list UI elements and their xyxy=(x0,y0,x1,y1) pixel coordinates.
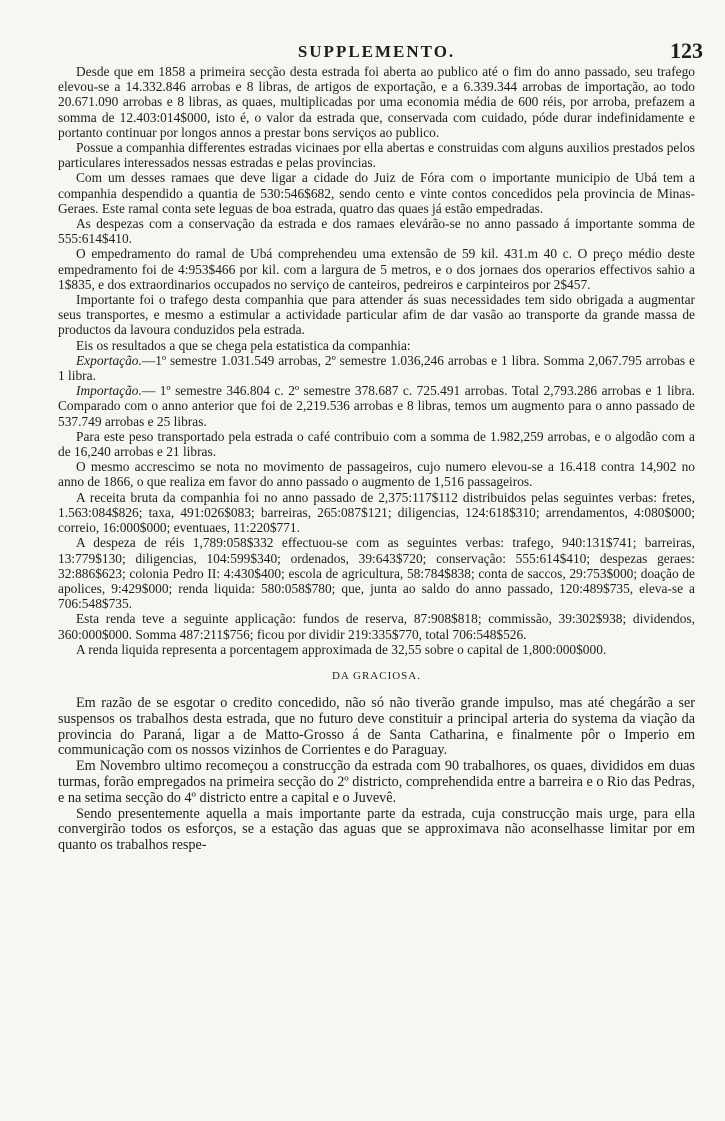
paragraph: Para este peso transportado pela estrada o café contribuio com a somma de 1.982,259 arrobas, e o algodão com a de 16,240 arrobas e 21 libras. xyxy=(58,428,695,460)
paragraph: A receita bruta da companhia foi no anno passado de 2,375:117$112 distribuidos pelas seguintes verbas: fretes, 1.563:084$826; taxa, 491:026$083; barreiras, 265:087$121; diligencias, 124:618$310; arrendamentos, 4:080$000; correio, 16:000$000; eventuaes, 11:220$771. xyxy=(58,489,695,536)
paragraph: A despeza de réis 1,789:058$332 effectuou-se com as seguintes verbas: trafego, 940:131$741; barreiras, 13:779$130; diligencias, 104:599$340; ordenados, 39:643$720; conservação: 555:614$410; despezas geraes: 32:886$623; colonia Pedro II: 4:430$400; escola de agricultura, 58:784$838; conta de saccos, 29:753$000; doação de apolices, 9:429$000; renda liquida: 580:058$780; que, junta ao saldo do anno passado, 120:489$735, eleva-se a 706:548$735. xyxy=(58,535,695,612)
importacao-text: — 1º semestre 346.804 c. 2º semestre 378.687 c. 725.491 arrobas. Total 2,793.286 arrobas e 1 libra. Comparado com o anno anterior que foi de 2,219.536 arrobas e 8 libras, temos um augmento para o anno passado de 537.749 arrobas e 25 libras. xyxy=(58,383,695,429)
exportacao-text: —1º semestre 1.031.549 arrobas, 2º semestre 1.036,246 arrobas e 1 libra. Somma 2,067.795 arrobas e 1 libra. xyxy=(58,352,695,384)
section-heading-graciosa: DA GRACIOSA. xyxy=(331,669,421,682)
paragraph: Esta renda teve a seguinte applicação: fundos de reserva, 87:908$818; commissão, 39:302$938; dividendos, 360:000$000. Somma 487:211$756; ficou por dividir 219:335$770, total 706:548$526. xyxy=(58,611,695,642)
paragraph: Com um desses ramaes que deve ligar a cidade do Juiz de Fóra com o importante municipio de Ubá tem a companhia despendido a quantia de 530:546$682, sendo cento e vinte contos concedidos pela provincia de Minas-Geraes. Este ramal conta sete leguas de boa estrada, quatro das quaes já estão empedradas. xyxy=(58,170,695,216)
paragraph: Em Novembro ultimo recomeçou a construcção da estrada com 90 trabalhores, os quaes, divididos em duas turmas, forão empregados na primeira secção do 2º districto, comprehendida entre a barreira e o Rio das Pedras, e na setima secção do 4º districto entre a capital e o Juvevê. xyxy=(58,758,695,806)
exportacao-label: Exportação. xyxy=(76,352,142,368)
page-number: 123 xyxy=(670,38,703,63)
paragraph: Sendo presentemente aquella a mais importante parte da estrada, cuja construcção mais urge, para ella convergirão todos os esforços, se a estação das aguas que se approximava não aconselhasse limitar por em quanto os trabalhos respe- xyxy=(58,805,695,854)
section-graciosa xyxy=(58,696,695,854)
section-estrada-uniao xyxy=(58,64,695,657)
paragraph: Eis os resultados a que se chega pela estatistica da companhia: xyxy=(76,337,411,353)
importacao-paragraph xyxy=(58,383,695,429)
paragraph: A renda liquida representa a porcentagem approximada de 32,55 sobre o capital de 1,800:000$000. xyxy=(76,641,607,657)
running-title: SUPPLEMENTO. xyxy=(297,42,456,61)
paragraph: Em razão de se esgotar o credito concedido, não só não tiverão grande impulso, mas até chegárão a ser suspensos os trabalhos desta estrada, que no futuro deve constituir a principal arteria do systema da viação da provincia do Paraná, ligar a de Matto-Grosso á de Santa Catharina, e finalmente pôr o Imperio em communicação com os nossos vizinhos de Corrientes e do Paraguay. xyxy=(58,694,695,759)
paragraph: Desde que em 1858 a primeira secção desta estrada foi aberta ao publico até o fim do anno passado, seu trafego elevou-se a 14.332.846 arrobas e 8 libras, de artigos de exportação, e a 6.339.344 arrobas de importação, ao todo 20.671.090 arrobas e 8 libras, as quaes, multiplicadas por uma economia média de 600 réis, por arroba, prefazem a somma de 12.403:014$000, isto é, o valor da estrada que, conservada com cuidado, póde durar indefinidamente e portanto continuar por longos annos a prestar bons serviços ao publico. xyxy=(58,64,695,140)
paragraph: Possue a companhia differentes estradas vicinaes por ella abertas e construidas com alguns auxilios prestados pelos particulares interessados nessas estradas e pelas provincias. xyxy=(58,140,695,171)
exportacao-paragraph xyxy=(58,353,695,383)
paragraph: O empedramento do ramal de Ubá comprehendeu uma extensão de 59 kil. 431.m 40 c. O preço médio deste empedramento foi de 4:953$466 por kil. com a largura de 5 metros, e o dos jornaes dos operarios effectivos sahio a 1$835, e dos extraordinarios occupados no serviço de canteiros, pedreiros e carpinteiros por 2$457. xyxy=(58,246,695,292)
importacao-label: Importação. xyxy=(76,383,142,399)
paragraph: Importante foi o trafego desta companhia que para attender ás suas necessidades tem sido obrigada a augmentar seus transportes, e mesmo a estimular a actividade particular afim de dar vasão ao transporte da grande massa de productos da lavoura conduzidos pela estrada. xyxy=(58,292,695,338)
paragraph: O mesmo accrescimo se nota no movimento de passageiros, cujo numero elevou-se a 16.418 contra 14,902 no anno de 1866, o que realiza em favor do anno passado o augmento de 1,516 passageiros. xyxy=(58,459,695,490)
paragraph: As despezas com a conservação da estrada e dos ramaes elevárão-se no anno passado á importante somma de 555:614$410. xyxy=(58,216,695,247)
page-header xyxy=(58,38,703,64)
